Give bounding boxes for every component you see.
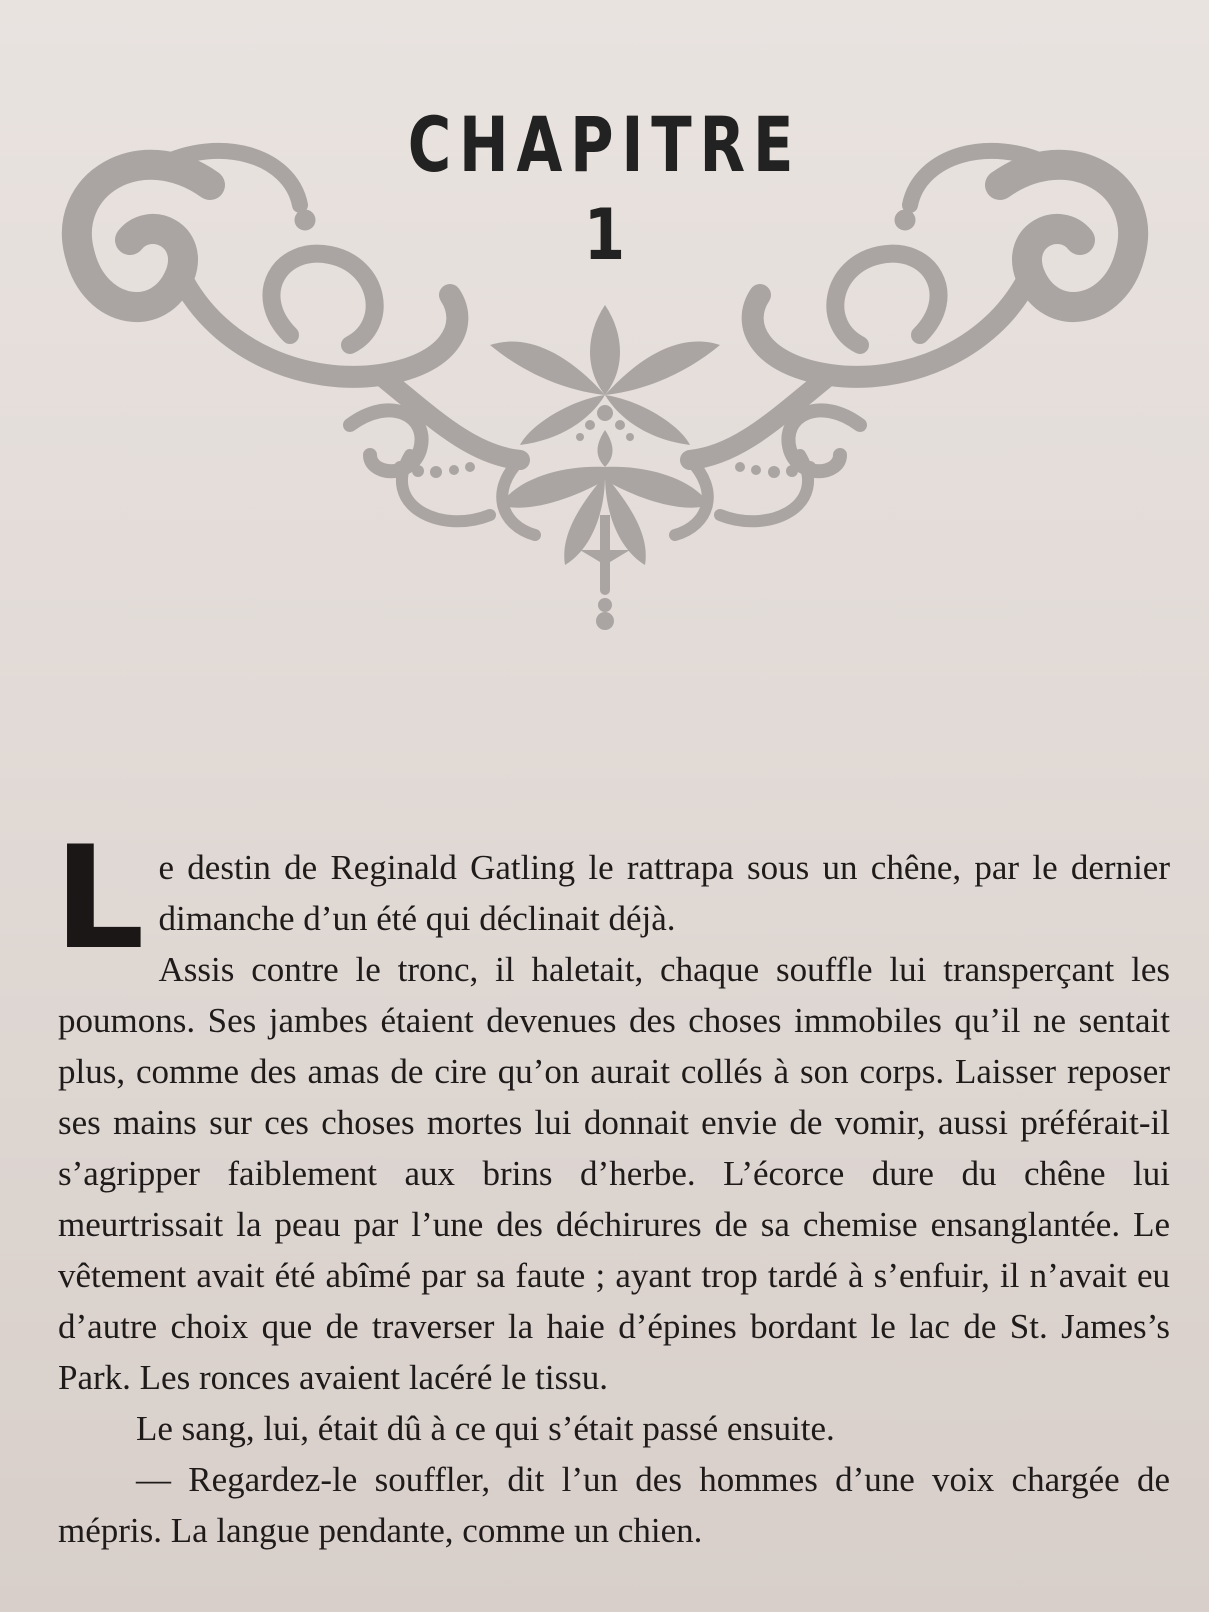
chapter-number: 1 [583,194,626,276]
paragraph-1-text: e destin de Reginald Gatling le rattrapa sous un chêne, par le dernier dimanche d’un été qui déclinait déjà. [158,848,1170,938]
paragraph-2: Assis contre le tronc, il haletait, chaque souffle lui transperçant les poumons. Ses jambes étaient devenues des choses immobiles qu’il ne sentait plus, comme des amas de cire qu’on aurait collés à son corps. Laisser reposer ses mains sur ces choses mortes lui donnait envie de vomir, aussi préférait-il s’agripper faiblement aux brins d’herbe. L’écorce dure du chêne lui meurtrissait la peau par l’une des déchirures de sa chemise ensanglantée. Le vêtement avait été abîmé par sa faute ; ayant trop tardé à s’enfuir, il n’avait eu d’autre choix que de traverser la haie d’épines bordant le lac de St. James’s Park. Les ronces avaient lacéré le tissu. [58,950,1170,1397]
paragraph-1 [54,816,1170,981]
chapter-text [54,816,1170,1556]
chapter-heading [0,100,1209,275]
drop-cap: L [54,816,145,981]
paragraph-4: — Regardez-le souffler, dit l’un des hommes d’une voix chargée de mépris. La langue pendante, comme un chien. [58,1460,1170,1550]
paragraph-3: Le sang, lui, était dû à ce qui s’était passé ensuite. [136,1409,835,1448]
chapter-title: CHAPITRE [407,100,802,189]
